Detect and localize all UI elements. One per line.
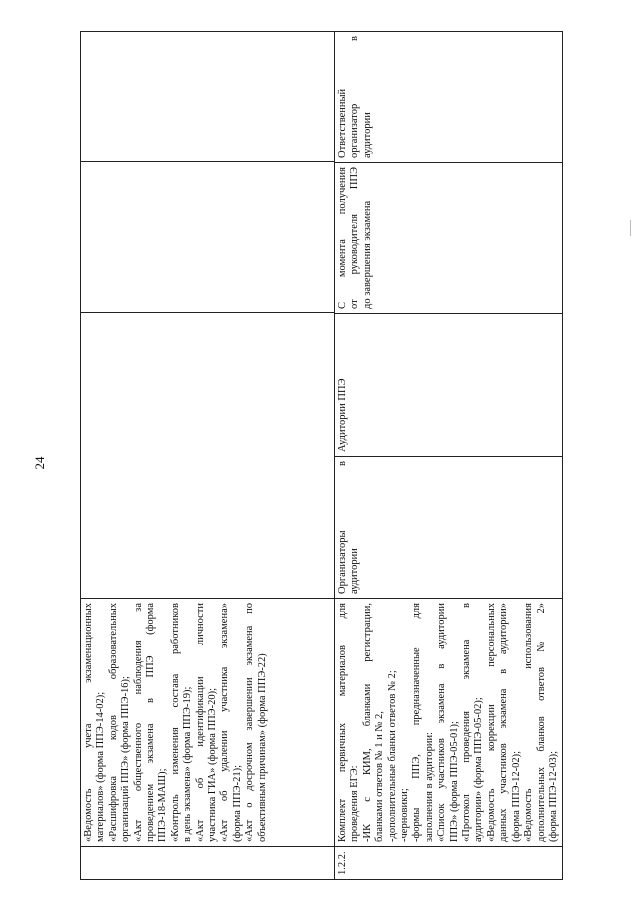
content-line: объективным причинам» (форма ППЭ-22) — [256, 653, 268, 842]
who-line: Организаторы в — [337, 461, 348, 594]
content-line: участника ГИА» (форма ППЭ-20); — [207, 687, 219, 842]
row-number: 1.2.2. — [337, 851, 348, 875]
content-line: заполнения в аудитории: — [423, 732, 435, 842]
content-line: -дополнительные бланки ответов № 2; — [386, 670, 398, 842]
document-table — [80, 32, 558, 880]
when-line: С момента получения — [337, 167, 348, 309]
content-line: «Расшифровка кодов образовательных — [107, 603, 119, 842]
when-line: до завершения экзамена — [361, 200, 373, 309]
row-content-cell — [335, 599, 563, 847]
content-line: в день экзамена» (форма ППЭ-19); — [182, 686, 194, 842]
responsible-subcell — [335, 32, 562, 162]
when-subcell — [335, 162, 562, 313]
responsible-line: организатор в — [349, 36, 361, 158]
row-responsible-subcell — [81, 32, 334, 163]
content-line: -черновики; — [399, 788, 411, 842]
who-subcell — [335, 456, 562, 598]
content-line: «Список участников экзамена в аудитории — [436, 603, 448, 842]
content-line: (форма ППЭ-21); — [231, 764, 243, 842]
content-line: проведением экзамена в ППЭ (форма — [145, 603, 157, 842]
content-line: «Ведомость использования — [523, 603, 535, 842]
responsible-line: аудитории — [361, 112, 373, 158]
content-line: аудитории» (форма ППЭ-05-02); — [473, 697, 485, 842]
row-content-cell — [81, 599, 335, 847]
content-line: -ИК с КИМ, бланками регистрации, — [361, 603, 373, 842]
content-line: «Ведомость коррекции персональных — [485, 603, 497, 842]
content-line: «Ведомость учета экзаменационных — [83, 603, 94, 842]
where-subcell — [335, 314, 562, 456]
row-who-cell — [81, 314, 335, 599]
page-number: 24 — [32, 456, 47, 470]
where-line: Аудитории ППЭ — [337, 378, 348, 452]
when-line: от руководителя ППЭ — [349, 167, 361, 309]
responsible-line: Ответственный — [337, 88, 348, 158]
content-line: бланками ответов № 1 и № 2, — [374, 711, 386, 842]
who-line: аудитории — [349, 548, 361, 594]
row-number-cell — [335, 847, 563, 880]
content-line: «Акт общественного наблюдения за — [132, 603, 144, 842]
content-line: «Акт о досрочном завершении экзамена по — [244, 603, 256, 842]
row-when-cell — [81, 32, 335, 314]
row-when-subcell — [81, 163, 334, 314]
content-line: -формы ППЭ, предназначенные для — [411, 603, 423, 842]
content-line: организаций ППЭ» (форма ППЭ-16); — [120, 676, 132, 842]
content-line: данных участников экзамена в аудитории» — [498, 603, 510, 842]
content-line: «Акт об идентификации личности — [194, 603, 206, 842]
row-who-cell — [335, 314, 563, 599]
content-line: «Акт об удалении участника экзамена» — [219, 603, 231, 842]
content-line: ППЭ» (форма ППЭ-05-01); — [448, 721, 460, 842]
content-line: Комплект первичных материалов для — [337, 603, 348, 842]
row-when-cell — [335, 32, 563, 314]
content-line: дополнительных бланков ответов № 2» — [535, 603, 547, 842]
content-line: (форма ППЭ-12-03); — [547, 750, 559, 842]
scan-mark — [630, 220, 631, 236]
content-line: материалов» (форма ППЭ-14-02); — [95, 691, 107, 842]
content-line: проведения ЕГЭ: — [349, 765, 361, 842]
content-line: «Контроль изменения состава работников — [169, 603, 181, 842]
row-number-cell — [81, 847, 335, 880]
content-line: «Протокол проведения экзамена в — [461, 603, 473, 842]
content-line: ППЭ-18-МАШ); — [157, 768, 169, 842]
content-line: (форма ППЭ-12-02); — [510, 750, 522, 842]
